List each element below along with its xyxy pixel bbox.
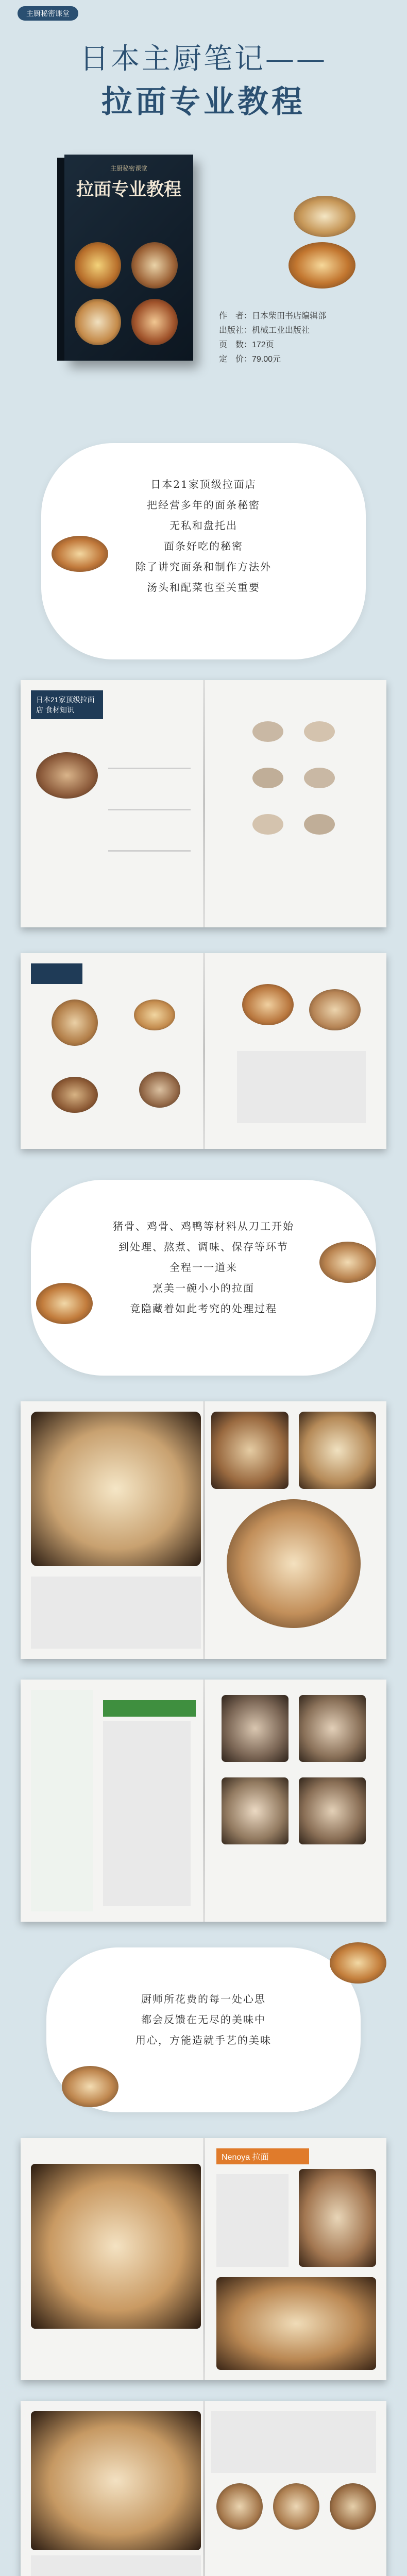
spread4-photo [222,1777,289,1844]
spread6-photo [273,2483,319,2530]
book-spread-1 [21,680,386,927]
cloud-intro-line: 除了讲究面条和制作方法外 [135,561,272,573]
spread4-photo [299,1695,366,1762]
book-author: 作 者：日本柴田书店编辑部 [219,312,327,320]
spread2-text-block [237,1051,366,1123]
spread4-photo [299,1777,366,1844]
spread1-item [304,721,335,742]
spread6-text [31,2555,201,2576]
hero-title-line2: 拉面专业教程 [101,84,306,120]
spread5-photo [299,2169,376,2267]
spread4-text [103,1721,191,1906]
book-spread-6 [21,2401,386,2576]
cloud-intro-line: 把经营多年的面条秘密 [147,499,260,511]
spread1-item [252,814,283,835]
cloud-process-bowl-left [36,1283,93,1324]
cloud-intro-text [57,474,350,598]
spread5-photo [216,2277,376,2370]
spread3-photo [211,1412,289,1489]
spread3-photo [227,1499,361,1628]
cloud-process-line: 全程一一道来 [169,1261,238,1274]
cloud-intro-line: 面条好吃的秘密 [164,540,243,552]
spread1-item [252,721,283,742]
book-cover-title: 拉面专业教程 [76,179,181,200]
spread2-bowl [139,1072,180,1108]
book-spread-5 [21,2138,386,2380]
cover-bowl-4 [131,299,178,345]
book-spread-4 [21,1680,386,1922]
cover-bowl-1 [75,242,121,289]
cloud-process-text [46,1216,361,1319]
cloud-process-line: 猪骨、鸡骨、鸡鸭等材料从刀工开始 [113,1220,294,1232]
cover-bowl-3 [75,299,121,345]
book-pages: 页 数：172页 [219,341,274,349]
spread1-bowl [36,752,98,799]
spread4-photo [222,1695,289,1762]
cloud-intro-line: 日本21家顶级拉面店 [150,478,257,490]
book-publisher: 出版社：机械工业出版社 [219,326,310,335]
cloud-process-line: 竟隐藏着如此考究的处理过程 [130,1302,277,1315]
book-info [219,309,389,367]
spread1-label: 日本21家顶级拉面店 食材知识 [31,690,103,719]
cover-bowl-2 [131,242,178,289]
series-badge: 主厨秘密课堂 [18,6,78,21]
hero-bowl-top-right [294,196,355,237]
spread3-text [31,1577,201,1649]
cloud-intro-line: 汤头和配菜也至关重要 [147,581,260,594]
spread2-bowl [309,989,361,1030]
spread2-bowl [242,984,294,1025]
cloud-craft-bowl-top [330,1942,386,1984]
spread3-photo [299,1412,376,1489]
cloud-process-bowl-right [319,1242,376,1283]
spread6-photo [330,2483,376,2530]
spread2-bowl [52,1077,98,1113]
spread5-photo [31,2164,201,2329]
book-cover-series: 主厨秘密课堂 [110,165,147,172]
cloud-intro-bowl [52,536,108,572]
cloud-process-line: 烹美一碗小小的拉面 [152,1282,255,1294]
spread1-item [304,768,335,788]
cloud-craft-line: 用心，方能造就手艺的美味 [135,2034,272,2046]
book-spread-2 [21,953,386,1149]
spread2-label-box [31,963,82,984]
spread5-text [216,2174,289,2267]
spread1-item [252,768,283,788]
book-cover [64,155,193,361]
cloud-craft-bowl-bottom [62,2066,118,2107]
spread4-tag-green [103,1700,196,1717]
spread2-bowl [52,999,98,1046]
cloud-process-line: 到处理、熬煮、调味、保存等环节 [118,1241,289,1253]
cloud-craft-line: 厨师所花费的每一处心思 [141,1993,266,2005]
spread6-text-right [211,2411,376,2473]
spread1-item [304,814,335,835]
cloud-craft-line: 都会反馈在无尽的美味中 [141,2013,266,2026]
hero-bowl-mid-right [289,242,355,289]
book-spread-3 [21,1401,386,1659]
hero-title-line1: 日本主厨笔记—— [80,42,327,76]
spread6-photo [31,2411,201,2550]
spread6-photo [216,2483,263,2530]
spread3-photo [31,1412,201,1566]
book-spine [57,158,64,361]
spread5-title: Nenoya 拉面 [216,2148,309,2164]
cloud-craft-text [62,1989,345,2050]
book-price: 定 价：79.00元 [219,355,281,364]
spread4-table [31,1690,93,1911]
cloud-intro-line: 无私和盘托出 [169,519,238,532]
spread2-bowl [134,999,175,1030]
